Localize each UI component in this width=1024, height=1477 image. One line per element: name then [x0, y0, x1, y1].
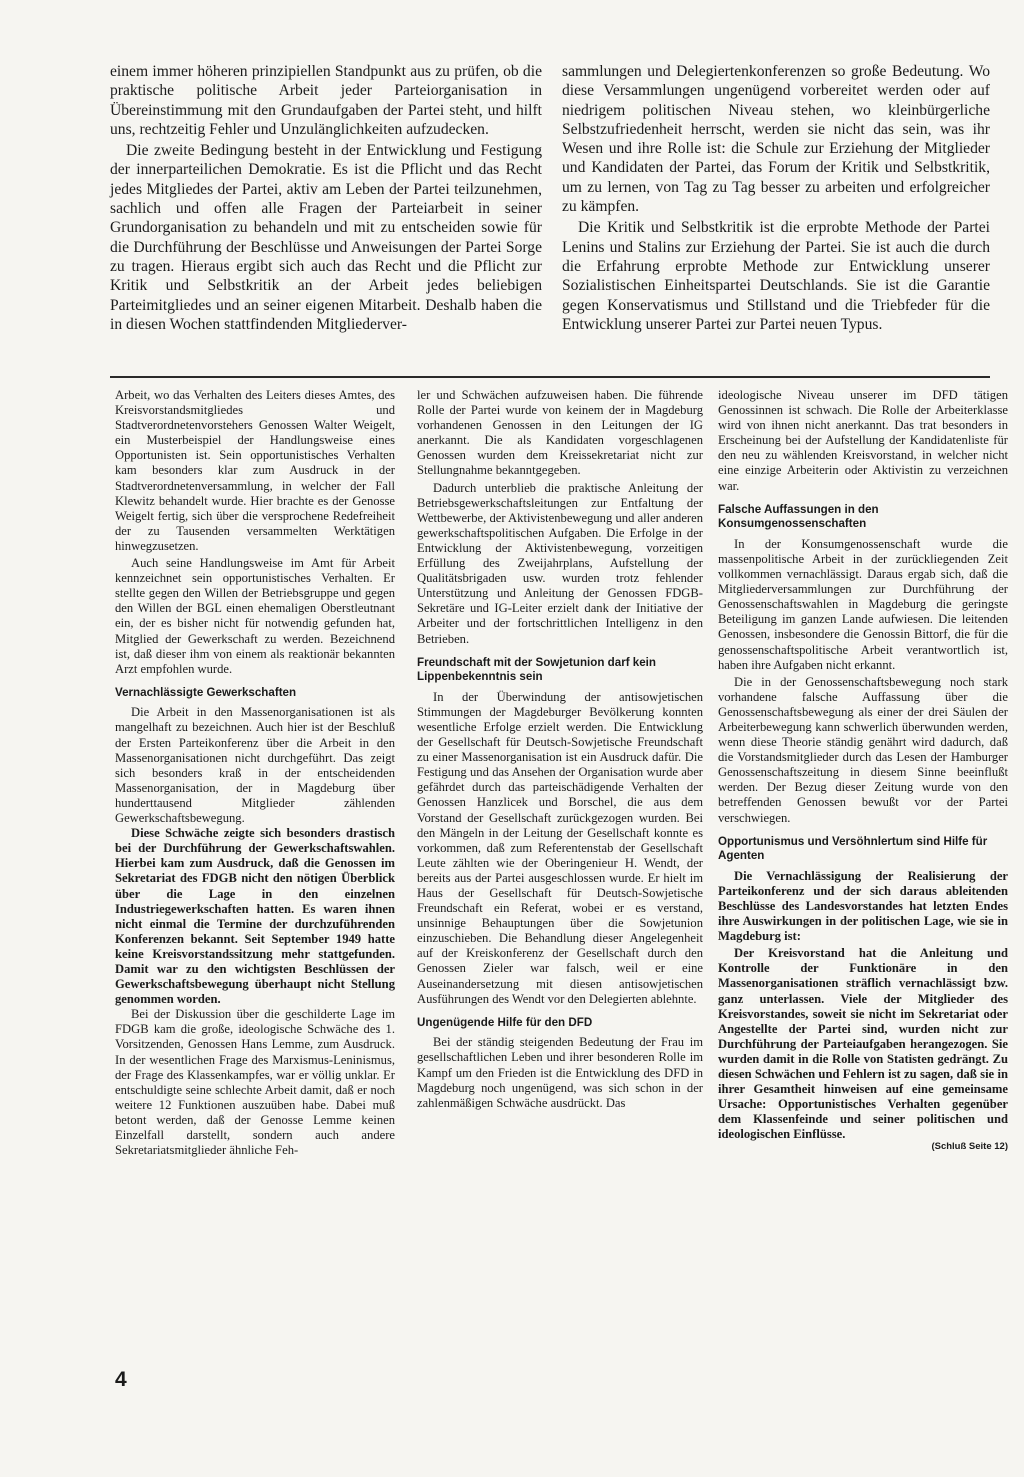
- paragraph-bold: Diese Schwäche zeigte sich besonders drastisch bei der Durchführung der Gewerkschaftswahlen. Hierbei kam zum Ausdruck, daß die Genossen im Sekretariat des FDGB nicht den nötigen Überblick über die Lage in den einzelnen Industriegewerkschaften hatten. Es waren ihnen nicht einmal die Termine der durchzuführenden Konferenzen bekannt. Seit September 1949 hatte keine Kreisvorstandssitzung mehr stattgefunden. Damit war zu den wichtigsten Beschlüssen der Gewerkschaftsbewegung überhaupt nicht Stellung genommen worden.: [115, 826, 395, 1007]
- section-divider: [110, 376, 990, 378]
- paragraph: Die in der Genossenschaftsbewegung noch stark vorhandene falsche Auffassung über die Genossenschaftsbewegung als einer der drei Säulen der Arbeiterbewegung kann schwerlich überwunden werden, wenn diese Theorie ständig genährt wird dadurch, daß die Vorstandsmitglieder durch das Lesen der Hamburger Genossenschaftszeitung in diesem Sinne beeinflußt werden. Der Bezug dieser Zeitung wurde von den betreffenden Genossen bewußt vor der Partei verschwiegen.: [718, 674, 1008, 825]
- paragraph: Die Kritik und Selbstkritik ist die erprobte Methode der Partei Lenins und Stalins zur Erziehung der Partei. Sie ist auch die durch die Erfahrung erprobte Methode zur Entwicklung unserer Sozialistischen Einheitspartei Deutschlands. Sie ist die Garantie gegen Konservatismus und Stillstand und die Triebfeder für die Entwicklung unserer Partei zur Partei neuen Typus.: [562, 219, 990, 333]
- section-heading: Falsche Auffassungen in den Konsumgenossenschaften: [718, 502, 879, 531]
- column-2: [417, 388, 703, 1111]
- paragraph: einem immer höheren prinzipiellen Standpunkt aus zu prüfen, ob die praktische politische Arbeit jeder Parteiorganisation in Übereinstimmung mit den Grundaufgaben der Partei steht, und hilft uns, rechtzeitig Fehler und Unzulänglichkeiten aufzudecken.: [110, 63, 542, 138]
- column-3: [718, 388, 1008, 1152]
- paragraph-bold: Die Vernachlässigung der Realisierung der Parteikonferenz und der sich daraus ableitenden Beschlüsse des Landesvorstandes hat letzten Endes ihre Auswirkungen in der politischen Lage, wie sie in Magdeburg ist:: [718, 868, 1008, 944]
- paragraph: Bei der Diskussion über die geschilderte Lage im FDGB kam die große, ideologische Schwäche des 1. Vorsitzenden, Genossen Hans Lemme, zum Ausdruck. In der wesentlichen Frage des Marxismus-Leninismus, der Frage des Klassenkampfes, war er völlig unklar. Er entschuldigte seine schlechte Arbeit damit, daß er noch weitere 12 Funktionen auszuüben habe. Dabei muß betont werden, daß der Genosse Lemme keinen Einzelfall darstellt, sondern auch andere Sekretariatsmitglieder ähnliche Feh-: [115, 1007, 395, 1158]
- paragraph-bold: Der Kreisvorstand hat die Anleitung und Kontrolle der Funktionäre in den Massenorganisationen sträflich vernachlässigt bzw. ganz unterlassen. Viele der Mitglieder des Kreisvorstandes, soweit sie nicht im Sekretariat oder Angestellte der Partei sind, wurden nicht zur Durchführung der Parteiaufgaben herangezogen. Sie wurden damit in die Rolle von Statisten gedrängt. Zu diesen Schwächen und Fehlern ist zu sagen, daß sie in ihrer Gesamtheit hinweisen auf eine gemeinsame Ursache: Opportunistisches Verhalten gegenüber dem Klassenfeinde und seiner politischen und ideologischen Einflüsse.: [718, 946, 1008, 1142]
- section-heading: Opportunismus und Versöhnlertum sind Hilfe für Agenten: [718, 834, 988, 863]
- paragraph: ler und Schwächen aufzuweisen haben. Die führende Rolle der Partei wurde von keinem der in Magdeburg vorhandenen Genossen in den Leitungen der IG anerkannt. Die als Kandidaten vorgeschlagenen Genossen wurden dem Kreissekretariat nicht zur Stellungnahme bekanntgegeben.: [417, 388, 703, 478]
- section-heading: Freundschaft mit der Sowjetunion darf kein Lippenbekenntnis sein: [417, 655, 656, 684]
- paragraph: Die zweite Bedingung besteht in der Entwicklung und Festigung der innerparteilichen Demokratie. Es ist die Pflicht und das Recht jedes Mitgliedes der Partei, aktiv am Leben der Partei teilzunehmen, sachlich und offen alle Fragen der Parteiarbeit in seiner Grundorganisation zu behandeln und mit zu entscheiden sowie für die Durchführung der Beschlüsse und Anweisungen der Partei Sorge zu tragen. Hieraus ergibt sich auch das Recht und die Pflicht zur Kritik und Selbstkritik an der Arbeit jedes beliebigen Parteimitgliedes und an seiner eigenen Mitarbeit. Deshalb haben die in diesen Wochen stattfindenden Mitgliederver-: [110, 142, 542, 333]
- paragraph: In der Konsumgenossenschaft wurde die massenpolitische Arbeit in der zurückliegenden Zeit vollkommen vernachlässigt. Daraus ergab sich, daß die Mitgliederversammlungen zur Durchführung der Genossenschaftswahlen in Magdeburg die geringste Beteiligung im ganzen Lande aufwiesen. Die leitenden Genossen, insbesondere die Genossin Bittorf, die für die genossenschaftspolitische Arbeit verantwortlich ist, haben ihre Aufgaben nicht erkannt.: [718, 536, 1008, 672]
- paragraph: Die Arbeit in den Massenorganisationen ist als mangelhaft zu bezeichnen. Auch hier ist der Beschluß der Ersten Parteikonferenz über die Arbeit in den Massenorganisationen nicht durchgeführt. Das zeigt sich besonders kraß in der entscheidenden Massenorganisation, der in Magdeburg über hunderttausend Mitglieder zählenden Gewerkschaftsbewegung.: [115, 705, 395, 826]
- page-number: 4: [115, 1368, 127, 1391]
- paragraph: Dadurch unterblieb die praktische Anleitung der Betriebsgewerkschaftsleitungen zur Entfaltung der Wettbewerbe, der Aktivistenbewegung und aller anderen gewerkschaftspolitischen Aufgaben. Die Erfolge in der Entwicklung der Aktivistenbewegung, vorzeitigen Erfüllung des Zweijahrplans, Aufstellung der Qualitätsbrigaden usw. wurden trotz fehlender Unterstützung und Anleitung der Genossen FDGB-Sekretäre und IG-Leiter erzielt dank der Initiative der Arbeiter und der fortschrittlichen Intelligenz in den Betrieben.: [417, 480, 703, 646]
- column-1: [115, 388, 395, 1158]
- top-left-column: [110, 62, 542, 334]
- top-right-column: [562, 62, 990, 334]
- paragraph: In der Überwindung der antisowjetischen Stimmungen der Magdeburger Bevölkerung konnten wesentliche Erfolge erzielt werden. Die Entwicklung der Gesellschaft für Deutsch-Sowjetische Freundschaft zu einer Massenorganisation ist ein Ausdruck dafür. Die Festigung und das Ansehen der Organisation wurde aber gefährdet durch das parteischädigende Verhalten der Genossen Hanzlicek und Borschel, die aus dem Vorstand der Gesellschaft zurückgezogen wurden. Bei den Mängeln in der Leitung der Gesellschaft konnte es vorkommen, daß zum Referentenstab der Gesellschaft Leute zählten wie der Oberingenieur H. Wendt, der bereits aus der Partei ausgeschlossen wurde. Er hielt im Haus der Gesellschaft für Deutsch-Sowjetische Freundschaft ein Referat, wobei er es verstand, unsinnige Behauptungen über die Sowjetunion einzuschieben. Die Behandlung dieser Angelegenheit auf der Kreiskonferenz der Gesellschaft durch den Genossen Zieler war falsch, weil er eine Auseinandersetzung mit diesen antisowjetischen Ausführungen des Wendt vor den Delegierten ablehnte.: [417, 689, 703, 1006]
- paragraph: Bei der ständig steigenden Bedeutung der Frau im gesellschaftlichen Leben und ihrer besonderen Rolle im Kampf um den Frieden ist die Entwicklung des DFD in Magdeburg noch ungenügend, was sich schon in der zahlenmäßigen Schwäche ausdrückt. Das: [417, 1035, 703, 1110]
- paragraph: ideologische Niveau unserer im DFD tätigen Genossinnen ist schwach. Die Rolle der Arbeiterklasse wird von ihnen nicht anerkannt. Das trat besonders in Erscheinung bei der Aufstellung der Kandidatenliste für den neu zu wählenden Kreisvorstand, in welcher nicht eine einzige Arbeiterin oder Aktivistin zu verzeichnen war.: [718, 388, 1008, 493]
- paragraph: Arbeit, wo das Verhalten des Leiters dieses Amtes, des Kreisvorstandsmitgliedes und Stadtverordnetenvorstehers Genossen Walter Weigelt, ein Musterbeispiel der Handlungsweise eines Opportunisten ist. Sein opportunistisches Verhalten kam besonders klar zum Ausdruck in der Stadtverordnetenversammlung, in welcher der Fall Klewitz behandelt wurde. Hier brachte es der Genosse Weigelt fertig, sich über die versprochene Redefreiheit der zu Tausenden versammelten Werktätigen hinwegzusetzen.: [115, 388, 395, 553]
- section-heading: Vernachlässigte Gewerkschaften: [115, 685, 297, 699]
- paragraph: sammlungen und Delegiertenkonferenzen so große Bedeutung. Wo diese Versammlungen ungenügend vorbereitet werden oder auf niedrigem politischen Niveau stehen, wo kleinbürgerliche Selbstzufriedenheit herrscht, werden sie nicht das sein, was ihr Wesen und ihre Rolle ist: die Schule zur Erziehung der Mitglieder und Kandidaten der Partei, das Forum der Kritik und Selbstkritik, um zu lernen, von Tag zu Tag besser zu arbeiten und erfolgreicher zu kämpfen.: [562, 63, 990, 216]
- section-heading: Ungenügende Hilfe für den DFD: [417, 1015, 593, 1029]
- paragraph: Auch seine Handlungsweise im Amt für Arbeit kennzeichnet sein opportunistisches Verhalten. Er stellte gegen den Willen der Betriebsgruppe und gegen den Willen der BGL einen ehemaligen Oberstleutnant ein, der es bisher nicht für notwendig gefunden hat, Mitglied der Gewerkschaft zu werden. Bezeichnend ist, daß dieser ihm von einem als reaktionär bekannten Arzt empfohlen wurde.: [115, 556, 395, 676]
- continuation-note: (Schluß Seite 12): [931, 1140, 1008, 1152]
